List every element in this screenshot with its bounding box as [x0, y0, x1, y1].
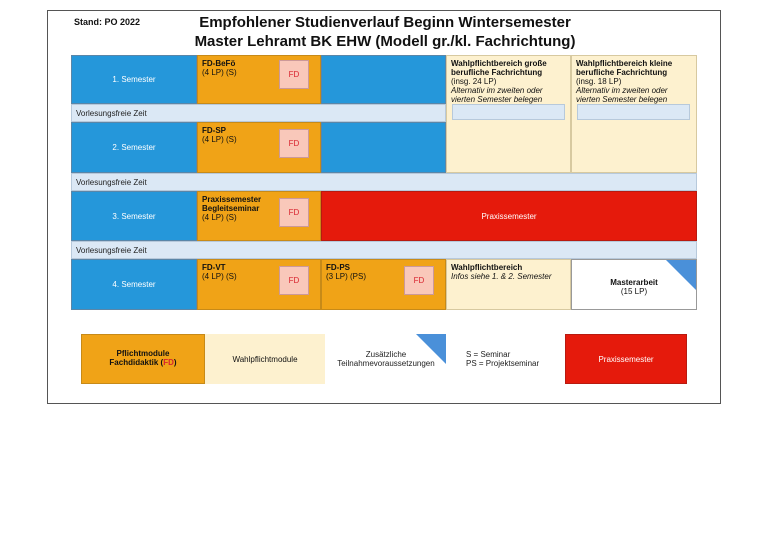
break-cell-gross: [452, 104, 565, 120]
legend-wahlpflicht: Wahlpflichtmodule: [205, 334, 325, 384]
module-title: Praxissemester: [202, 195, 262, 204]
semester-3-label: 3. Semester: [71, 191, 197, 241]
break-row-1: Vorlesungsfreie Zeit: [71, 104, 446, 122]
legend-zusatz-line2: Teilnahmevoraussetzungen: [337, 359, 435, 368]
legend-pflicht-prefix: Fachdidaktik (: [109, 358, 164, 367]
module-lp: (4 LP) (S): [202, 271, 237, 281]
legend-seminar-line2: PS = Projektseminar: [466, 359, 540, 368]
praxissemester-block: Praxissemester: [321, 191, 697, 241]
legend-pflicht-line1: Pflichtmodule: [116, 349, 170, 359]
legend-pflichtmodule: [81, 334, 205, 384]
masterarbeit-title: Masterarbeit: [610, 277, 658, 287]
wahl-sem4-note: Infos siehe 1. & 2. Semester: [451, 271, 552, 281]
module-title2: Begleitseminar: [202, 203, 260, 213]
wahl-klein-lp: (insg. 18 LP): [576, 76, 622, 86]
wahl-klein-title2: berufliche Fachrichtung: [576, 67, 668, 77]
module-title: FD-BeFö: [202, 59, 236, 68]
legend-seminar: [447, 334, 565, 384]
wahl-gross-lp: (insg. 24 LP): [451, 76, 497, 86]
break-cell-klein: [577, 104, 690, 120]
wahl-gross-note2: vierten Semester belegen: [451, 94, 543, 104]
semester-1-label: 1. Semester: [71, 55, 197, 104]
legend-seminar-line1: S = Seminar: [466, 350, 511, 359]
empty-blue-cell: [321, 122, 446, 173]
semester-2-label: 2. Semester: [71, 122, 197, 173]
module-lp: (3 LP) (PS): [326, 271, 367, 281]
page-title-line1: Empfohlener Studienverlauf Beginn Wintersemester: [199, 14, 571, 31]
fd-badge: FD: [279, 60, 309, 89]
wahl-sem4-title: Wahlpflichtbereich: [451, 263, 523, 272]
legend-zusatz-line1: Zusätzliche: [365, 350, 407, 359]
module-title: FD-SP: [202, 126, 226, 135]
wahl-gross-note1: Alternativ im zweiten oder: [451, 85, 543, 95]
fd-badge: FD: [279, 198, 309, 227]
legend-pflicht-line2: [109, 359, 176, 368]
empty-blue-cell: [321, 55, 446, 104]
semester-4-label: 4. Semester: [71, 259, 197, 310]
page-title-line2: Master Lehramt BK EHW (Modell gr./kl. Fachrichtung): [194, 33, 576, 50]
legend-pflicht-fd: FD: [163, 358, 174, 367]
module-lp: (4 LP) (S): [202, 67, 237, 77]
fd-badge: FD: [404, 266, 434, 295]
stand-label: Stand: PO 2022: [74, 17, 141, 27]
legend-triangle-icon: [416, 334, 446, 364]
wahl-klein-title1: Wahlpflichtbereich kleine: [576, 59, 673, 68]
wahlpflicht-sem4: [446, 259, 571, 310]
fd-badge: FD: [279, 266, 309, 295]
legend-praxissemester: Praxissemester: [565, 334, 687, 384]
module-lp: (4 LP) (S): [202, 134, 237, 144]
module-lp: (4 LP) (S): [202, 212, 237, 222]
fd-badge: FD: [279, 129, 309, 158]
masterarbeit-lp: (15 LP): [620, 286, 648, 296]
wahl-klein-note2: vierten Semester belegen: [576, 94, 668, 104]
module-title: FD-VT: [202, 263, 226, 272]
break-row-3: Vorlesungsfreie Zeit: [71, 241, 697, 259]
wahl-klein-note1: Alternativ im zweiten oder: [576, 85, 668, 95]
wahl-gross-title1: Wahlpflichtbereich große: [451, 59, 547, 68]
wahl-gross-title2: berufliche Fachrichtung: [451, 67, 543, 77]
break-row-2: Vorlesungsfreie Zeit: [71, 173, 697, 191]
legend-pflicht-suffix: ): [173, 358, 177, 367]
teilnahme-triangle-icon: [666, 260, 696, 290]
module-title: FD-PS: [326, 263, 350, 272]
